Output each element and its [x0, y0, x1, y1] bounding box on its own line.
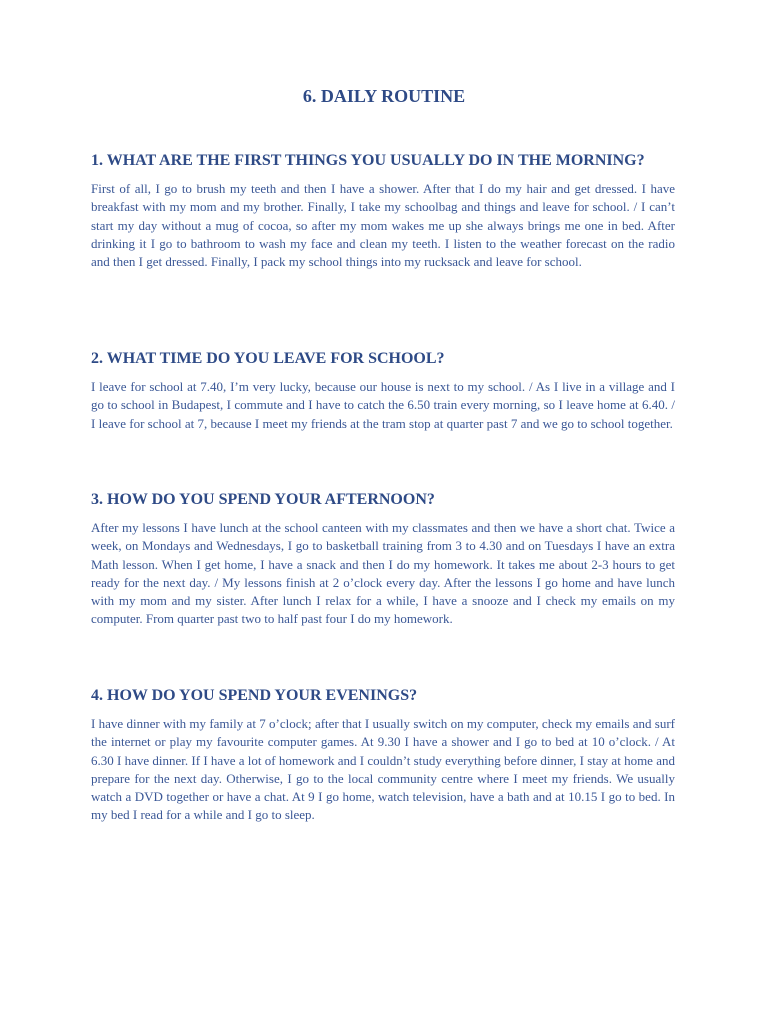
answer-paragraph-3: After my lessons I have lunch at the school canteen with my classmates and then we have a short chat. Twice a week, on Mondays and Wednesdays, I go to basketball training from 3 to 4.30 and on Tuesdays I have an extra Math lesson. When I get home, I have a snack and then I do my homework. It takes me about 2-3 hours to get ready for the next day. / My lessons finish at 2 o’clock every day. After the lessons I go home and have lunch with my mom and my sister. After lunch I relax for a while, I have a snooze and I check my emails on my computer. From quarter past two to half past four I do my homework. [91, 520, 675, 627]
question-heading-4: 4. HOW DO YOU SPEND YOUR EVENINGS? [91, 687, 418, 704]
answer-paragraph-4: I have dinner with my family at 7 o’clock; after that I usually switch on my computer, check my emails and surf the internet or play my favourite computer games. At 9.30 I have a shower and I go to bed at 10 o’clock. / At 6.30 I have dinner. If I have a lot of homework and I couldn’t study everything before dinner, I stay at home and prepare for the next day. Otherwise, I go to the local community centre where I meet my friends. We usually watch a DVD together or have a chat. At 9 I go home, watch television, have a bath and at 10.15 I go to bed. In my bed I read for a while and I go to sleep. [91, 716, 675, 823]
question-section-3 [91, 490, 675, 629]
question-section-1 [91, 151, 675, 271]
question-heading-3: 3. HOW DO YOU SPEND YOUR AFTERNOON? [91, 491, 435, 508]
answer-paragraph-1: First of all, I go to brush my teeth and then I have a shower. After that I do my hair and get dressed. I have breakfast with my mom and my brother. Finally, I take my schoolbag and things and leave for school. / I can’t start my day without a mug of cocoa, so after my mom wakes me up she always brings me one in bed. After drinking it I go to bathroom to wash my face and clean my teeth. I listen to the weather forecast on the radio and then I get dressed. Finally, I pack my school things into my rucksack and leave for school. [91, 181, 675, 270]
question-section-2 [91, 349, 675, 433]
answer-paragraph-2: I leave for school at 7.40, I’m very lucky, because our house is next to my school. / As I live in a village and I go to school in Budapest, I commute and I have to catch the 6.50 train every morning, so I leave home at 6.40. / I leave for school at 7, because I meet my friends at the tram stop at quarter past 7 and we go to school together. [91, 379, 675, 431]
page-title: 6. DAILY ROUTINE [302, 86, 466, 106]
question-heading-2: 2. WHAT TIME DO YOU LEAVE FOR SCHOOL? [91, 350, 445, 367]
question-heading-1: 1. WHAT ARE THE FIRST THINGS YOU USUALLY DO IN THE MORNING? [91, 152, 645, 169]
question-section-4 [91, 686, 675, 825]
